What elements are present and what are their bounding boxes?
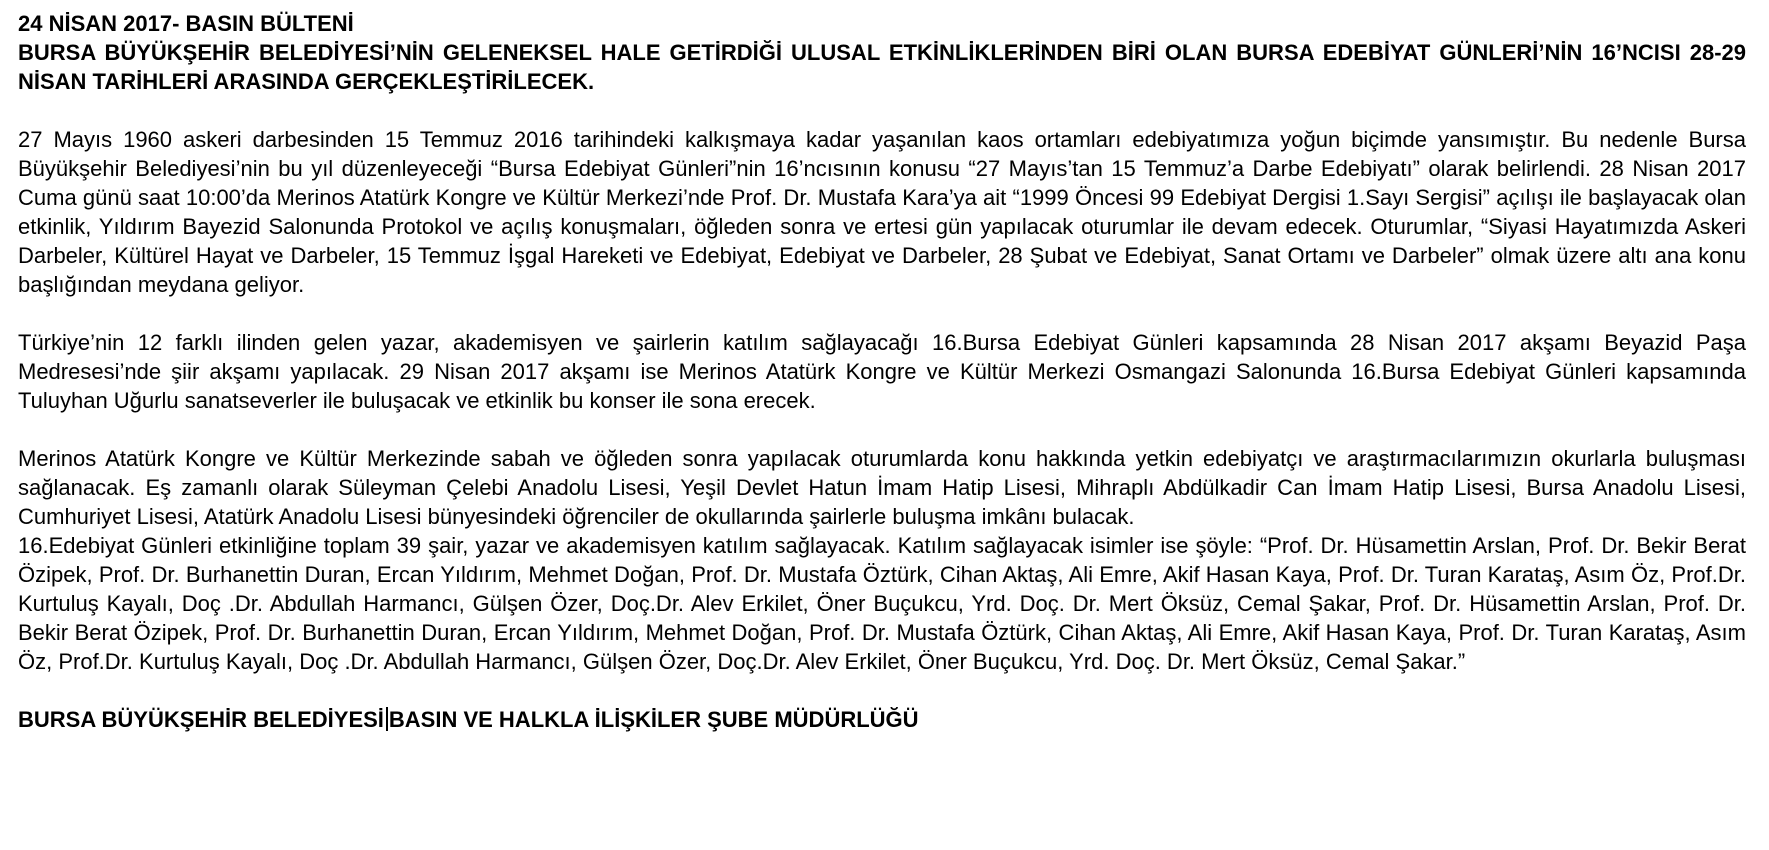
footer-divider (386, 707, 388, 731)
footer-organization: BURSA BÜYÜKŞEHİR BELEDİYESİ (18, 707, 384, 732)
footer-signature (18, 705, 1746, 734)
body-paragraph-2: Türkiye’nin 12 farklı ilinden gelen yazar, akademisyen ve şairlerin katılım sağlayacağı 16.Bursa Edebiyat Günleri kapsamında 28 Nisan 2017 akşamı Beyazid Paşa Medresesi’nde şiir akşamı yapılacak. 29 Nisan 2017 akşamı ise Merinos Atatürk Kongre ve Kültür Merkezi Osmangazi Salonunda 16.Bursa Edebiyat Günleri kapsamında Tuluyhan Uğurlu sanatseverler ile buluşacak ve etkinlik bu konser ile sona erecek. (18, 330, 1746, 413)
footer-department: BASIN VE HALKLA İLİŞKİLER ŞUBE MÜDÜRLÜĞÜ (388, 707, 919, 732)
bulletin-headline: BURSA BÜYÜKŞEHİR BELEDİYESİ’NİN GELENEKSEL HALE GETİRDİĞİ ULUSAL ETKİNLİKLERİNDEN BİRİ OLAN BURSA EDEBİYAT GÜNLERİ’NİN 16’NCISI 28-29 NİSAN TARİHLERİ ARASINDA GERÇEKLEŞTİRİLECEK. (18, 40, 1746, 94)
body-paragraph-3: Merinos Atatürk Kongre ve Kültür Merkezinde sabah ve öğleden sonra yapılacak oturumlarda konu hakkında yetkin edebiyatçı ve araştırmacılarımızın okurlarla buluşması sağlanacak. Eş zamanlı olarak Süleyman Çelebi Anadolu Lisesi, Yeşil Devlet Hatun İmam Hatip Lisesi, Mihraplı Abdülkadir Can İmam Hatip Lisesi, Bursa Anadolu Lisesi, Cumhuriyet Lisesi, Atatürk Anadolu Lisesi bünyesindeki öğrenciler de okullarında şairlerle buluşma imkânı bulacak. (18, 446, 1746, 529)
body-paragraph-1: 27 Mayıs 1960 askeri darbesinden 15 Temmuz 2016 tarihindeki kalkışmaya kadar yaşanılan kaos ortamları edebiyatımıza yoğun biçimde yansımıştır. Bu nedenle Bursa Büyükşehir Belediyesi’nin bu yıl düzenleyeceği “Bursa Edebiyat Günleri”nin 16’ncısının konusu “27 Mayıs’tan 15 Temmuz’a Darbe Edebiyatı” olarak belirlendi. 28 Nisan 2017 Cuma günü saat 10:00’da Merinos Atatürk Kongre ve Kültür Merkezi’nde Prof. Dr. Mustafa Kara’ya ait “1999 Öncesi 99 Edebiyat Dergisi 1.Sayı Sergisi” açılışı ile başlayacak olan etkinlik, Yıldırım Bayezid Salonunda Protokol ve açılış konuşmaları, öğleden sonra ve ertesi gün yapılacak oturumlar ile devam edecek. Oturumlar, “Siyasi Hayatımızda Askeri Darbeler, Kültürel Hayat ve Darbeler, 15 Temmuz İşgal Hareketi ve Edebiyat, Edebiyat ve Darbeler, 28 Şubat ve Edebiyat, Sanat Ortamı ve Darbeler” olmak üzere altı ana konu başlığından meydana geliyor. (18, 127, 1746, 297)
body-paragraph-4: 16.Edebiyat Günleri etkinliğine toplam 39 şair, yazar ve akademisyen katılım sağlayacak. Katılım sağlayacak isimler ise şöyle: “Prof. Dr. Hüsamettin Arslan, Prof. Dr. Bekir Berat Özipek, Prof. Dr. Burhanettin Duran, Ercan Yıldırım, Mehmet Doğan, Prof. Dr. Mustafa Öztürk, Cihan Aktaş, Ali Emre, Akif Hasan Kaya, Prof. Dr. Turan Karataş, Asım Öz, Prof.Dr. Kurtuluş Kayalı, Doç .Dr. Abdullah Harmancı, Gülşen Özer, Doç.Dr. Alev Erkilet, Öner Buçukcu, Yrd. Doç. Dr. Mert Öksüz, Cemal Şakar, Prof. Dr. Hüsamettin Arslan, Prof. Dr. Bekir Berat Özipek, Prof. Dr. Burhanettin Duran, Ercan Yıldırım, Mehmet Doğan, Prof. Dr. Mustafa Öztürk, Cihan Aktaş, Ali Emre, Akif Hasan Kaya, Prof. Dr. Turan Karataş, Asım Öz, Prof.Dr. Kurtuluş Kayalı, Doç .Dr. Abdullah Harmancı, Gülşen Özer, Doç.Dr. Alev Erkilet, Öner Buçukcu, Yrd. Doç. Dr. Mert Öksüz, Cemal Şakar.” (18, 533, 1746, 674)
bulletin-date-line: 24 NİSAN 2017- BASIN BÜLTENİ (18, 11, 354, 36)
